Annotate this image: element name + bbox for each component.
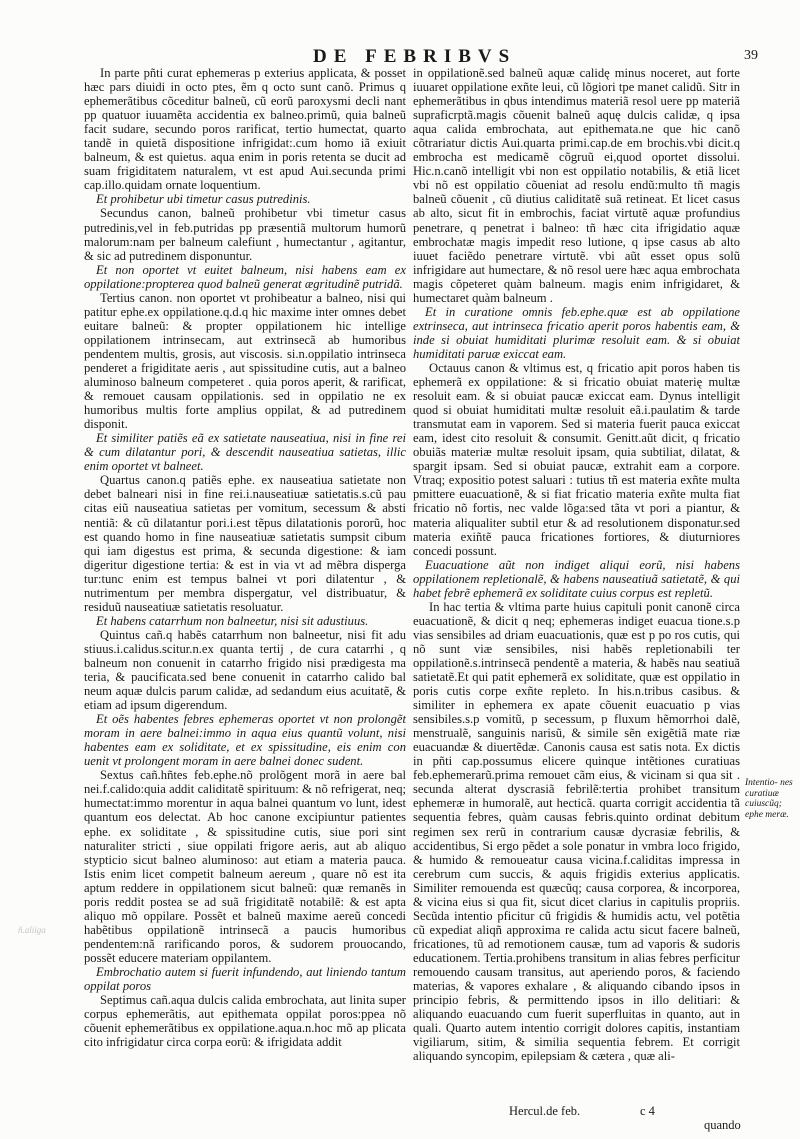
right-column xyxy=(413,66,740,1063)
commentary-paragraph: in oppilationẽ.sed balneũ aquæ calidę minus noceret, aut forte iuuaret oppilatione exñte leui, cũ lõgiori tpe manet calidũ. Sitr in ephemerãtibus in qbus intendimus materiã resol uere pp materiã supraficrptã.magis cõuenit balneũ aquę dulcis calidæ, q ipsa aqua calida embrochata, aut epithemata.ne que hic canõ cõtrariatur dictis Aui.quarta primi.cap.de em brochis.vbi dicit.q embrocha est medicamẽ cõgruũ ei,quod oportet dissolui. Hic.n.canõ intelligit vbi non est oppilatio notabilis, & etiã licet vbi nõ est oppilatio cõueniat ad resolu endũ:multo tñ magis balneũ cõuenit , cũ diutius caliditatẽ suã retineat. Et licet casus ab alto, sicut fit in embrochis, faciat virtutẽ aquæ profundius penetrare, q penetrat i balneo: tñ hæc cita ifrigidatio aquæ embrochatæ magis impedit reso lutione, q ipse casus ab alto iuuet faciẽdo penetrare virtutẽ. vbi aũt esset opus solũ infrigidare aut humectare, & nõ resol uere hæc aqua embrochata magis cõpeteret quàm balneum. magis enim infrigidaret, & humectaret quàm balneum . xyxy=(413,66,740,305)
commentary-paragraph: Quartus canon.q patiẽs ephe. ex nauseatiua satietate non debet balneari nisi in fine rei.i.nauseatiuæ satietatis.s.cũ pau citas eiũ nauseatiua satietas per vomitum, secessum & absti nentiã: & cũ dilatantur pori.i.est tẽpus dilatationis pororũ, hoc est quando homo in fine nauseatiuæ satietatis sumpsit cibum qui iam digestus est prima, & secunda digestione: & iam digeritur digestione tertia: & est in via vt ad mẽbra disperga tur:tunc enim est tempus balnei vt pori dilatentur , & nutrimentum per membra dispergatur, vel distribuatur, & residuũ nauseatiuæ satietatis resoluatur. xyxy=(84,473,406,614)
commentary-paragraph: In hac tertia & vltima parte huius capituli ponit canonẽ circa euacuationẽ, & dicit q neq; ephemeras indiget euacua tione.s.p vias sensibiles ad driam euacuationis, quæ est p po ros cutis, qui nõ sunt viæ sensibiles, nisi habẽs repletionabili ter oppilationẽ.s.intrinsecã pendentẽ a materia, & habẽs nau seatiuã satietatẽ.Et qui patit ephemerã ex soliditate, quæ est oppilatio in poris cutis corpe exñte repleto. In his.n.tribus casibus. & similiter in ephemera ex apate cõuenit euacuatio p vias sensibiles.s.p vomitũ, p secessum, p fluxum hẽmorrhoi dalẽ, menstrualẽ, sanguinis narisũ, & simile sẽn exigẽtiã mate riæ euacuandæ & diuertẽdæ. Canonis causa est satis nota. Ex dictis in pñti cap.possumus elicere quinque intẽtiones curatiuas feb.ephemerarũ.prima remouet cãm eius, & vicinam si qua sit . secunda alterat dyscrasiã febrilẽ:tertia prohibet transitum ephemeræ in humoralẽ, aut hecticã. quarta corrigit accidentia tã sequentia febres, quàm causas febris.quinto ordinat debitum regimen sex rerũ in contrarium causæ dycrasiæ febrilis, & accidentibus, Si ergo pẽdet a sole ponatur in vmbra loco frigido, & humido & remoueatur causa vicina.f.caliditas impressa in cerebrum cum succis, & aquis frigidis exterius applicatis. Similiter remouenda est quæcũq; causa corporea, & incorporea, & vicina eius si qua fit, sicut dicet clarius in capitulis propriis. Secũda intentio pficitur cũ frigidis & humidis actu, vel potẽtia cũ expediat aliqñ approxima re calida actu sicut facere balneũ, fricationes, tũ ad remotionem causæ, tum ad vaporis & sudoris educationem. Tertia.prohibens transitum in alias febres perficitur remouendo causam transitus, aut aperiendo poros, & faciendo materias, & vapores exhalare , & aliquando cibando ipsos in principio febris, & permittendo ipsos in illo delitiari: & aliquando euacuando cum fuerit superfluitas in quanto, aut in quali. Quarto autem intentio corrigit dolores capitis, instantiam vigiliarum, sitim, & similia sequentia febrem. Et corrigit aliquando syncopim, epilepsiam & cætera , quæ ali- xyxy=(413,599,740,1064)
lemma-paragraph: Et in curatione omnis feb.ephe.quæ est ab oppilatione extrinseca, aut intrinseca fricatio aperit poros habentis eam, & inde si obuiat humiditati plurimæ resoluit eam. & si obuiat humiditati paruæ exiccat eam. xyxy=(413,304,740,361)
commentary-paragraph: In parte pñti curat ephemeras p exterius applicata, & posset hæc pars diuidi in octo ptes, ẽm q octo sunt canõ. Primus q ephemerãtibus cõceditur balneũ, cũ eorũ paroxysmi decli nant pp quatuor iuuamẽta accidentia ex balneo.primũ, quia balneũ facit sudare, secundo poros rarificat, tertio humectat, quarto tandẽ in quietã dispositione infrigidat:.cum homo iã exiuit balneum, & est quietus. aqua enim in poris retenta se ducit ad suam frigiditatem naturalem, vt est apud Aui.secunda primi cap.illo.quidam ornate loquentium. xyxy=(84,66,406,193)
commentary-paragraph: Sextus cañ.hñtes feb.ephe.nõ prolõgent morã in aere bal nei.f.calido:quia addit caliditatẽ spirituum: & nõ refrigerat, neq; humectat:immo morentur in aqua balnei quantum vo lunt, idest quantum eos delectat. Ab hoc canone excipiuntur patientes ephe. ex soliditate , & spissitudine cutis, siue pori sint naturaliter stricti , siue oppilati frigore aeris, aut ab aliquo stypticio sicut balneo aluminoso: aut etiam a materia pauca. Istis enim licet competit balneum aereum , quare nõ est ita aptum reddere in oppilationem sicut balneũ: quæ remanẽs in poris reddit postea se ad suã frigiditatẽ notabilẽ: & est apta aliquo mõ oppilare. Possẽt et balneũ maxime aereũ concedi habẽtibus oppilationẽ intrinsecã a paucis humoribus pendentem:nã rarificando poros, & sudorem prouocando, possẽt educere materiam oppilantem. xyxy=(84,768,406,965)
lemma-paragraph: Et prohibetur ubi timetur casus putredinis. xyxy=(96,192,311,207)
signature-mark: c 4 xyxy=(640,1104,655,1118)
bleed-through-note: ñ.aliiga xyxy=(18,925,46,935)
lemma-paragraph: Embrochatio autem si fuerit infundendo, aut liniendo tantum oppilat poros xyxy=(84,965,406,994)
lemma-paragraph: Et similiter patiẽs eã ex satietate nauseatiua, nisi in fine rei & cum dilatantur pori, & descendit nauseatiua satietas, illic enim oportet vt balneet. xyxy=(84,431,406,474)
lemma-paragraph: Et oẽs habentes febres ephemeras oportet vt non prolongẽt moram in aere balnei:immo in aqua eius quantũ volunt, nisi habentes eam ex soliditate, et ex spissitudine, eis enim con uenit vt prolongent moram in aere balnei donec sudent. xyxy=(84,712,406,769)
commentary-paragraph: Septimus cañ.aqua dulcis calida embrochata, aut linita super corpus ephemerãtis, aut epithemata oppilat poros:ppea nõ cõuenit ephemerãtibus ex oppilatione.aqua.n.hoc mõ ap plicata cito infrigidatur circa corpa eorũ: & ifrigidata addit xyxy=(84,993,406,1050)
page-number: 39 xyxy=(744,48,758,63)
footer-signature: Hercul.de feb. xyxy=(509,1104,581,1118)
lemma-paragraph: Et habens catarrhum non balneetur, nisi sit adustiuus. xyxy=(96,613,369,628)
commentary-paragraph: Tertius canon. non oportet vt prohibeatur a balneo, nisi qui patitur ephe.ex oppilatione.q.d.q hic maxime inter omnes debet euitare balneũ: & propter oppilationem hic intellige oppilationem intrinsecam, aut extrinsecã ab humoribus pendentem multis, grosis, aut viscosis. si.n.oppilatio intrinseca penderet a frigiditate aeris , aut spissitudine cutis, aut a balneo aluminoso balneum competeret . quia poros aperit, & rarificat, & remouet causam oppilationis. sed in oppilatio ne ex humoribus multis forte amplius oppilat, & ad putredinem disponit. xyxy=(84,290,406,432)
commentary-paragraph: Octauus canon & vltimus est, q fricatio apit poros haben tis ephemerã ex oppilatione: & si fricatio obuiat materię multæ resoluit eam. & si obuiat paucæ exiccat eam. Dynus intelligit quod si obuiat humiditati multæ resoluit eã.i.paulatim & tarde transmutat eam in vaporem. Sed si materia fuerit pauca exiccat eam, idest cito resoluit & consumit. Genitt.aũt dicit, q fricatio obuiãs materiæ multæ resoluit ipsam, quia subtiliat, dilatat, & spargit ipsam. Sed si obuiat paucæ, extrahit eam a corpore. Vtraq; expositio potest saluari : tutius tñ est materia exñte multa pmittere euacuationẽ, & si fiat fricatio materia exñte multa fiat fricatio nõ fortis, nec valde lõga:sed tãta vt pori a piantur, & materia aliqualiter subtil etur & ad resolutionem disponatur.sed materia exiñtẽ pauca fricationes fortiores, & diuturniores concedi possunt. xyxy=(413,360,740,558)
lemma-paragraph: Euacuatione aũt non indiget aliqui eorũ, nisi habens oppilationem repletionalẽ, & habens nauseatiuã satietatẽ, & qui habet febrẽ ephemerã ex soliditate cuius corpus est repletũ. xyxy=(413,557,740,600)
commentary-paragraph: Secundus canon, balneũ prohibetur vbi timetur casus putredinis,vel in feb.putridas pp præsentiã multorum humorũ malorum:nam per balneum calefiunt , humectantur , agitantur, & sic ad putredinem disponuntur. xyxy=(84,206,406,263)
left-column xyxy=(84,66,406,1049)
catchword: quando xyxy=(704,1118,741,1132)
commentary-paragraph: Quintus cañ.q habẽs catarrhum non balneetur, nisi fit adu stiuus.i.calidus.scitur.n.ex quanta tertij , de cura catarrhi , q balneum non conuenit in catarrho frigido nisi prædigesta ma teria, & paucificata.sed bene conuenit in catarrho calido bal neum aquæ dulcis parum calidæ, ad sedandum eius acuitatẽ, & etiam ad ipsum digerendum. xyxy=(84,627,406,713)
running-title: DE FEBRIBVS xyxy=(313,46,517,67)
margin-note: Intentio- nes curatiuæ cuiuscũq; ephe meræ. xyxy=(745,778,793,820)
lemma-paragraph: Et non oportet vt euitet balneum, nisi habens eam ex oppilatione:propterea quod balneũ generat ægritudinẽ putridã. xyxy=(84,262,406,291)
